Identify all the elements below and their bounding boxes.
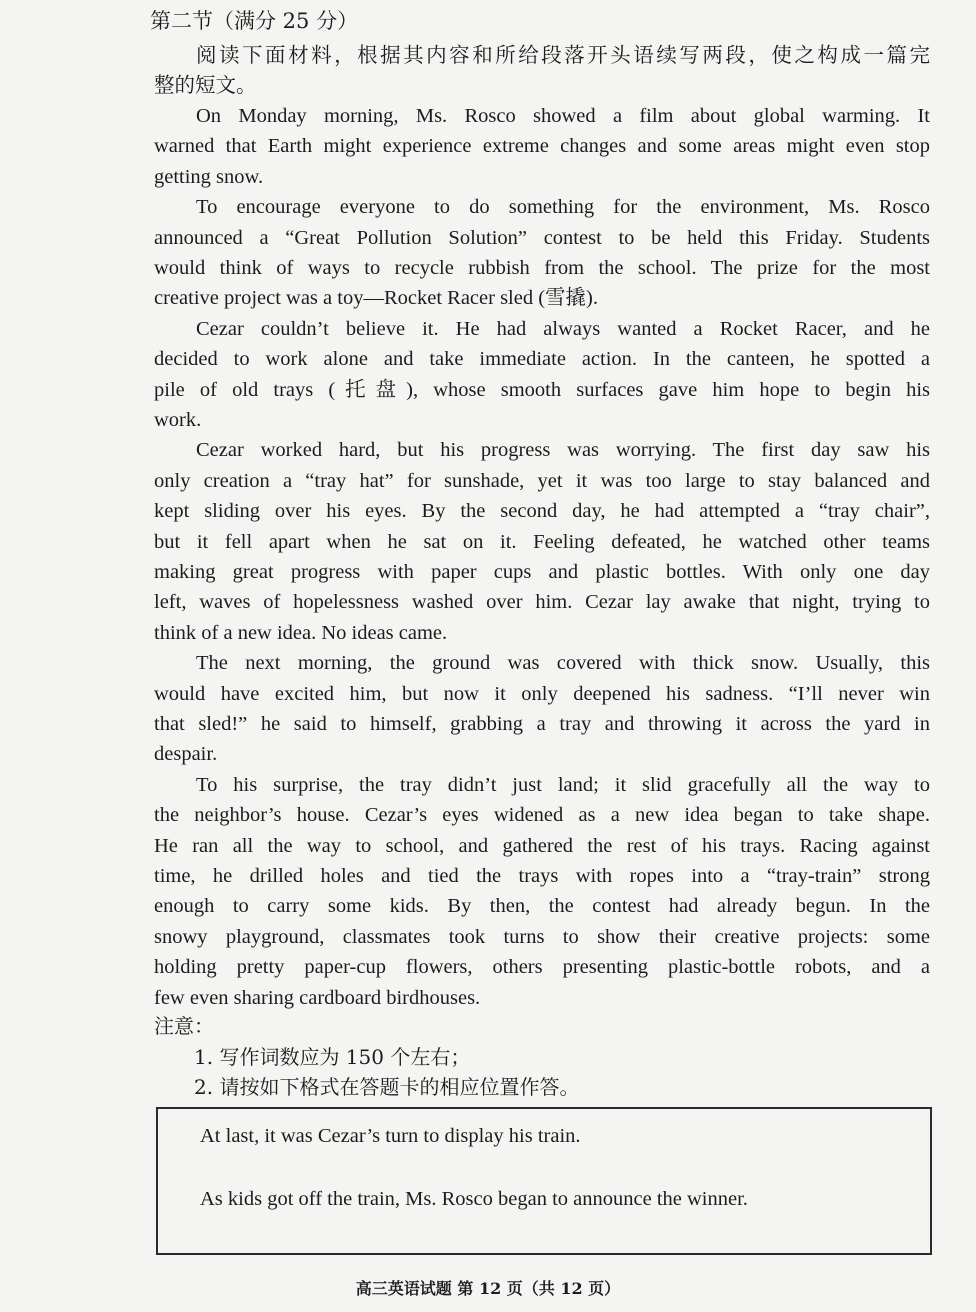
passage-line: left, waves of hopelessness washed over him. Cezar lay awake that night, trying to [154, 591, 930, 614]
notes-label: 注意： [154, 1014, 214, 1038]
instruction-line: 整的短文。 [154, 73, 257, 97]
paragraph-opening-2: As kids got off the train, Ms. Rosco began to announce the winner. [200, 1188, 748, 1210]
passage-line: snowy playground, classmates took turns to show their creative projects: some [154, 925, 930, 948]
passage-line: The next morning, the ground was covered with thick snow. Usually, this [196, 652, 930, 675]
passage-line: work. [154, 409, 202, 431]
passage-line: To encourage everyone to do something for the environment, Ms. Rosco [196, 196, 930, 219]
answer-box [156, 1107, 932, 1255]
passage-line: that sled!” he said to himself, grabbing a tray and throwing it across the yard in [154, 713, 930, 735]
passage-line: think of a new idea. No ideas came. [154, 621, 448, 644]
passage-line: enough to carry some kids. By then, the contest had already begun. In the [154, 895, 930, 918]
passage-line: but it fell apart when he sat on it. Feeling defeated, he watched other teams [154, 530, 930, 553]
passage-line: few even sharing cardboard birdhouses. [154, 986, 481, 1009]
page-footer: 高三英语试题 第 12 页（共 12 页） [355, 1279, 621, 1298]
passage-line: announced a “Great Pollution Solution” contest to be held this Friday. Students [154, 226, 930, 249]
passage-line: kept sliding over his eyes. By the second day, he had attempted a “tray chair”, [154, 500, 930, 523]
passage-line: He ran all the way to school, and gathered the rest of his trays. Racing against [154, 834, 930, 857]
passage-line: despair. [154, 743, 218, 766]
instruction-line: 阅读下面材料，根据其内容和所给段落开头语续写两段，使之构成一篇完 [196, 43, 930, 67]
passage-line: holding pretty paper-cup flowers, others presenting plastic-bottle robots, and a [154, 956, 930, 979]
passage-line: On Monday morning, Ms. Rosco showed a film about global warming. It [196, 105, 930, 127]
passage-line: warned that Earth might experience extreme changes and some areas might even stop [154, 135, 930, 158]
passage-line: would think of ways to recycle rubbish from the school. The prize for the most [154, 257, 930, 279]
note-item: 1. 写作词数应为 150 个左右； [194, 1045, 471, 1069]
passage-line: making great progress with paper cups and plastic bottles. With only one day [154, 561, 930, 583]
passage-line: only creation a “tray hat” for sunshade, yet it was too large to stay balanced and [154, 469, 930, 492]
passage-line: the neighbor’s house. Cezar’s eyes widened as a new idea began to take shape. [154, 804, 930, 827]
passage-line: To his surprise, the tray didn’t just land; it slid gracefully all the way to [196, 773, 930, 796]
passage-line: decided to work alone and take immediate action. In the canteen, he spotted a [154, 348, 930, 371]
paragraph-opening-1: At last, it was Cezar’s turn to display his train. [200, 1125, 581, 1147]
passage-line: Cezar couldn’t believe it. He had always wanted a Rocket Racer, and he [196, 317, 930, 340]
passage-line: time, he drilled holes and tied the trays with ropes into a “tray-train” strong [154, 865, 930, 887]
passage-line: getting snow. [154, 165, 264, 188]
passage-line: creative project was a toy—Rocket Racer sled (雪撬). [154, 287, 598, 310]
section-heading: 第二节（满分 25 分） [150, 9, 359, 33]
note-item: 2. 请按如下格式在答题卡的相应位置作答。 [194, 1075, 580, 1099]
passage-line: Cezar worked hard, but his progress was worrying. The first day saw his [196, 439, 930, 462]
passage-line: would have excited him, but now it only deepened his sadness. “I’ll never win [154, 682, 930, 705]
passage-line: pile of old trays (托盘), whose smooth surfaces gave him hope to begin his [154, 378, 930, 401]
